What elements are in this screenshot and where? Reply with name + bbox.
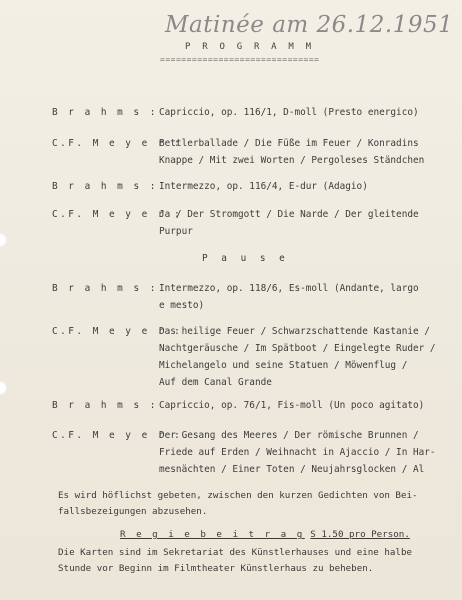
work-title bbox=[159, 178, 459, 195]
work-line: Der Gesang des Meeres / Der römische Brunnen / bbox=[159, 430, 419, 441]
composer-name: B r a h m s : bbox=[52, 107, 158, 118]
work-line: Bettlerballade / Die Füße im Feuer / Konradins bbox=[159, 138, 419, 149]
work-title bbox=[159, 397, 459, 414]
punch-hole bbox=[0, 381, 7, 395]
composer-name: C.F. M e y e r : bbox=[52, 326, 183, 337]
notice-line: Es wird höflichst gebeten, zwischen den kurzen Gedichten von Bei- bbox=[58, 490, 418, 501]
work-line: Ja / Der Stromgott / Die Narde / Der gleitende bbox=[159, 209, 419, 220]
tickets-line: Stunde vor Beginn im Filmtheater Künstlerhaus zu beheben. bbox=[58, 563, 374, 574]
work-line: Friede auf Erden / Weihnacht in Ajaccio / In Har- bbox=[159, 447, 436, 458]
work-line: Intermezzo, op. 118/6, Es-moll (Andante, largo bbox=[159, 283, 419, 294]
work-line: mesnächten / Einer Toten / Neujahrsglocken / Al bbox=[159, 464, 425, 475]
work-line: Michelangelo und seine Statuen / Möwenflug / bbox=[159, 360, 408, 371]
fee-value: S 1.50 pro Person. bbox=[310, 529, 410, 540]
program-heading: P R O G R A M M bbox=[185, 42, 315, 52]
fee-label: R e g i e b e i t r a g bbox=[120, 529, 305, 540]
composer-name: B r a h m s : bbox=[52, 400, 158, 411]
composer-name: C.F. M e y e r : bbox=[52, 430, 183, 441]
composer-name: C.F. M e y e r : bbox=[52, 138, 183, 149]
work-title bbox=[159, 135, 459, 169]
work-line: Knappe / Mit zwei Worten / Pergoleses Ständchen bbox=[159, 155, 425, 166]
work-title bbox=[159, 280, 459, 314]
work-title bbox=[159, 206, 459, 240]
work-title bbox=[159, 427, 459, 478]
composer-name: C.F. M e y e r : bbox=[52, 209, 183, 220]
tickets-line: Die Karten sind im Sekretariat des Künstlerhauses und eine halbe bbox=[58, 547, 413, 558]
composer-name: B r a h m s : bbox=[52, 283, 158, 294]
work-line: Intermezzo, op. 116/4, E-dur (Adagio) bbox=[159, 181, 368, 192]
work-line: Auf dem Canal Grande bbox=[159, 377, 272, 388]
work-line: Capriccio, op. 116/1, D-moll (Presto energico) bbox=[159, 107, 419, 118]
work-line: Das heilige Feuer / Schwarzschattende Kastanie / bbox=[159, 326, 430, 337]
work-line: Capriccio, op. 76/1, Fis-moll (Un poco agitato) bbox=[159, 400, 425, 411]
fee-line bbox=[120, 529, 410, 540]
work-line: e mesto) bbox=[159, 300, 205, 311]
work-title bbox=[159, 104, 459, 121]
work-title bbox=[159, 323, 459, 391]
notice-line: fallsbezeigungen abzusehen. bbox=[58, 506, 208, 517]
pause-label: P a u s e bbox=[202, 253, 289, 264]
handwritten-date-note: Matinée am 26.12.1951 bbox=[165, 12, 454, 38]
heading-underline: ============================== bbox=[160, 55, 320, 64]
work-line: Nachtgeräusche / Im Spätboot / Eingelegte Ruder / bbox=[159, 343, 436, 354]
punch-hole bbox=[0, 233, 7, 247]
work-line: Purpur bbox=[159, 226, 193, 237]
composer-name: B r a h m s : bbox=[52, 181, 158, 192]
